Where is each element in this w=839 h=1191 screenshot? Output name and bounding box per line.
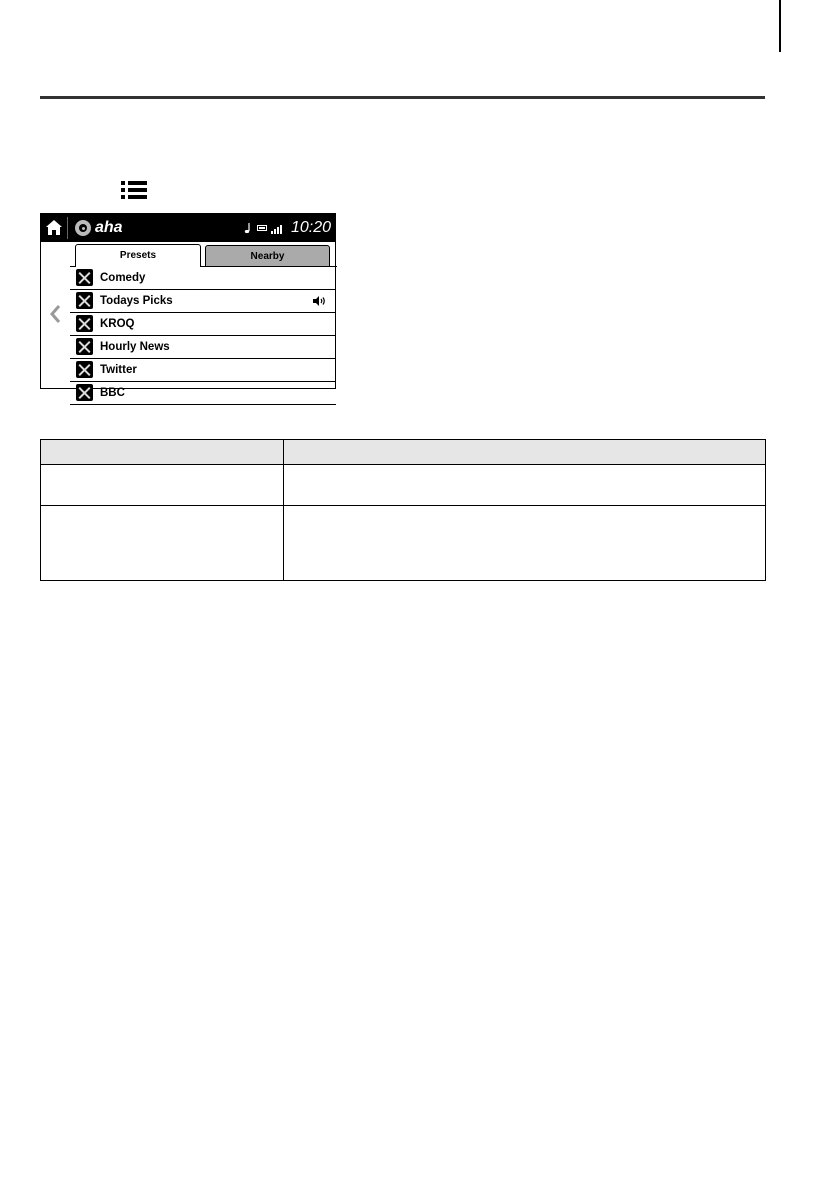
section-rule: [40, 96, 765, 99]
list-item[interactable]: [70, 267, 336, 290]
signal-icon: [271, 223, 283, 234]
list-item[interactable]: [70, 313, 336, 336]
list-item-label: Comedy: [100, 272, 146, 284]
back-arrow-icon[interactable]: [49, 304, 63, 324]
station-x-icon: [76, 315, 93, 332]
divider: [67, 217, 68, 239]
list-item[interactable]: [70, 336, 336, 359]
station-x-icon: [76, 292, 93, 309]
music-note-icon: [243, 221, 253, 235]
list-menu-icon: [121, 181, 147, 199]
table-cell: [284, 506, 766, 581]
aha-screen: [40, 213, 336, 399]
tab-nearby[interactable]: Nearby: [205, 245, 330, 266]
station-x-icon: [76, 269, 93, 286]
tab-presets[interactable]: Presets: [75, 244, 201, 267]
clock: 10:20: [291, 219, 332, 236]
table-header-cell: [41, 440, 284, 465]
table-header: [41, 440, 766, 465]
status-bar: [41, 214, 335, 242]
list-item-label: Twitter: [100, 364, 137, 376]
station-x-icon: [76, 361, 93, 378]
battery-icon: [257, 225, 267, 231]
app-title: aha: [95, 219, 123, 236]
table-cell: [41, 465, 284, 506]
table-cell: [284, 465, 766, 506]
list-item-label: BBC: [100, 387, 125, 399]
page-margin-line: [779, 0, 781, 52]
list-item[interactable]: [70, 359, 336, 382]
speaker-icon: [312, 295, 328, 307]
table-row: [41, 465, 766, 506]
table-header-cell: [284, 440, 766, 465]
info-table: [40, 439, 766, 581]
list-item[interactable]: [70, 290, 336, 313]
station-x-icon: [76, 338, 93, 355]
list-item[interactable]: [70, 382, 336, 405]
table-row: [41, 506, 766, 581]
list-item-label: KROQ: [100, 318, 135, 330]
list-item-label: Hourly News: [100, 341, 170, 353]
home-icon: [41, 214, 67, 242]
preset-list: [70, 267, 336, 405]
home-button[interactable]: [41, 214, 67, 242]
aha-logo-icon: [75, 220, 91, 236]
table-cell: [41, 506, 284, 581]
list-item-label: Todays Picks: [100, 295, 173, 307]
station-x-icon: [76, 384, 93, 401]
